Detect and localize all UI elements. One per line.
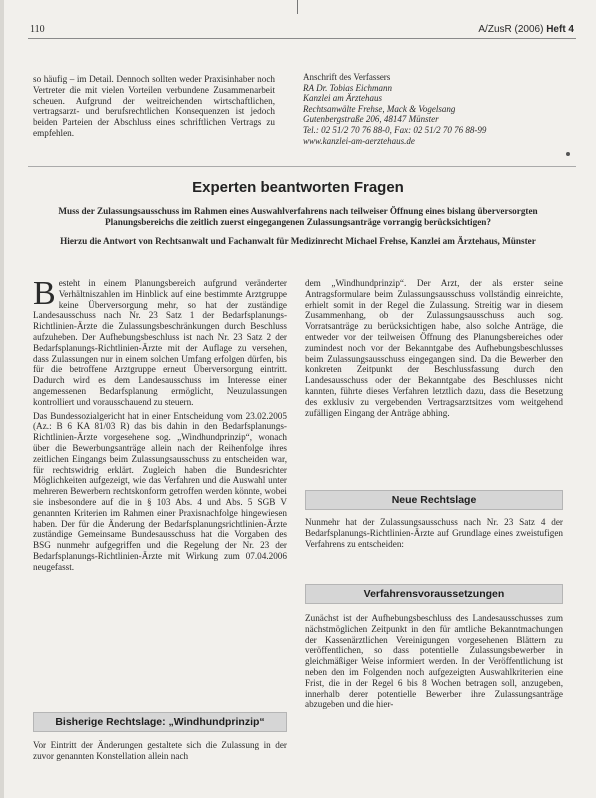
left-paragraph-2: Das Bundessozialgericht hat in einer Entscheidung vom 23.02.2005 (Az.: B 6 KA 81/03 R) das bis dahin in den Bedarfsplanungs-Richtlinien-Ärzte vorgesehene sog. „Windhundprinzip“, wonach über die Bewerbungsanträge allein nach der Reihenfolge ihres zeitlichen Eingangs beim Zulassungsausschuss zu entscheiden war, für rechtswidrig erklärt. Zugleich haben die Bundesrichter Möglichkeiten aufgezeigt, wie das Verfahren und die Auswahl unter mehreren Bewerbern rechtskonform getroffen werden könnte, wobei sie insbesondere auf die in § 103 Abs. 4 und Abs. 5 SGB V genannten Kriterien im Rahmen einer Praxisnachfolge hingewiesen haben. Der für die Änderung der Bedarfsplanungsrichtlinien-Ärzte zuständige Gemeinsame Bundesausschuss hat die Vorgaben des BSG nunmehr aufgegriffen und die Regelung der Nr. 23 der Bedarfsplanungs-Richtlinien-Ärzte mit Wirkung zum 07.04.2006 neugefasst. [33,410,287,572]
article-byline: Hierzu die Antwort von Rechtsanwalt und Fachanwalt für Medizinrecht Michael Frehse, Kanzlei am Ärztehaus, Münster [60,236,536,246]
right-paragraph-2: Nunmehr hat der Zulassungsausschuss nach Nr. 23 Satz 4 der Bedarfsplanungs-Richtlinien-Ärzte auf Grundlage eines zweistufigen Verfahrens zu entscheiden: [305,517,563,549]
article-title: Experten beantworten Fragen [192,179,404,196]
page-number: 110 [30,24,45,35]
journal-issue: Heft 4 [546,24,574,35]
author-address-block [303,72,563,146]
previous-article-ending [33,74,275,139]
right-paragraph-3: Zunächst ist der Aufhebungsbeschluss des Landesausschusses zum nächstmöglichen Zeitpunkt in den für amtliche Bekanntmachungen der Kassenärztlichen Vereinigungen vorgesehenen Blättern zu veröffentlichen, so dass potentielle Zulassungsbewerber in gleichmäßiger Weise informiert werden. In der Veröffentlichung ist neben den im Folgenden noch aufgezeigten Auswahlkriterien eine Frist, die in der Regel 6 bis 8 Wochen betragen soll, anzugeben, innerhalb derer potentielle Bewerber ihre Zulassungsanträge abzugeben und die hier- [305,613,563,710]
author-firm: Kanzlei am Ärztehaus [303,93,383,104]
drop-cap: B [33,275,56,312]
journal-name: A/ZusR (2006) [478,24,544,35]
header-rule [28,38,576,39]
author-address: Gutenbergstraße 206, 48147 Münster [303,114,439,125]
journal-header [478,24,574,35]
section-heading-new-law: Neue Rechtslage [305,490,563,510]
left-column-end [33,740,287,762]
left-paragraph-1-text: esteht in einem Planungsbereich aufgrund veränderter Verhältniszahlen im Hinblick auf eine bestimmte Arztgruppe keine Überversorgung mehr, so hat der zuständige Landesausschuss nach Nr. 23 Satz 1 der Bedarfsplanungs-Richtlinien-Ärzte die Zulassungsbeschränkungen durch Beschluss aufzuheben. Der Aufhebungsbeschluss ist nach Nr. 23 Satz 2 der Bedarfsplanungs-Richtlinien-Ärzte mit der Auflage zu versehen, dass Zulassungen nur in einem solchen Umfang erfolgen dürfen, bis für die betroffene Arztgruppe erneut Überversorgung eintritt. Dadurch wird es dem Landesausschuss im Interesse einer angemessenen Bedarfsplanung ermöglicht, Neuzulassungen kontrolliert und vorausschauend zu steuern. [33,278,287,407]
left-paragraph-3: Vor Eintritt der Änderungen gestaltete sich die Zulassung in der zuvor genannten Konstellation allein nach [33,740,287,761]
right-column-end [305,613,563,710]
section-heading-previous-law: Bisherige Rechtslage: „Windhundprinzip“ [33,712,287,732]
section-heading-procedure: Verfahrensvoraussetzungen [305,584,563,604]
article-question: Muss der Zulassungsausschuss im Rahmen eines Auswahlverfahrens nach teilweiser Öffnung eines bislang überversorgten Planungsbereichs die zeitlich zuerst eingegangenen Zulassungsanträge vorrangig berücksichtigen? [58,206,538,227]
scan-edge [0,0,4,798]
author-partners: Rechtsanwälte Frehse, Mack & Vogelsang [303,103,456,114]
author-name: RA Dr. Tobias Eichmann [303,82,393,93]
end-mark-icon [566,152,570,156]
author-web: www.kanzlei-am-aerztehaus.de [303,135,415,146]
previous-article-text: so häufig – im Detail. Dennoch sollten weder Praxisinhaber noch Vertreter die mit vielen Vorteilen verbundene Zusammenarbeit scheuen. Aufgrund der weitreichenden wirtschaftlichen, vertragsarzt- und berufsrechtlichen Konsequenzen ist jedoch beiden Parteien der Abschluss eines schriftlichen Vertrags zu empfehlen. [33,74,275,138]
crop-mark [297,0,298,14]
section-rule [28,166,576,167]
right-column [305,278,563,418]
author-phone: Tel.: 02 51/2 70 76 88-0, Fax: 02 51/2 70 76 88-99 [303,124,487,135]
right-column-middle [305,517,563,549]
left-column [33,275,287,573]
right-paragraph-1: dem „Windhundprinzip“. Der Arzt, der als erster seine Antragsformulare beim Zulassungsausschuss vollständig einreichte, erhielt somit in der Regel die Zulassung. Streitig war in diesem Zusammenhang, ob der Zulassungsausschuss auch sog. Vorratsanträge zu berücksichtigen habe, also solche Anträge, die entweder vor der teilweisen Öffnung des Planungsbereiches oder zumindest noch vor der Bekanntgabe des Aufhebungsbeschlusses beim Zulassungsausschuss eingegangen sind. Da die Bewerber den konkreten Zeitpunkt der Beschlussfassung durch den Landesausschuss oder der Bekanntgabe des Beschlusses nicht kannten, führte dieses Verfahren letztlich dazu, dass die Besetzung des exklusiv zu vergebenden Vertragsarztsitzes vom weitgehend zufälligen Eingang der Anträge abhing. [305,278,563,418]
author-heading: Anschrift des Verfassers [303,72,391,82]
left-paragraph-1 [33,275,287,408]
